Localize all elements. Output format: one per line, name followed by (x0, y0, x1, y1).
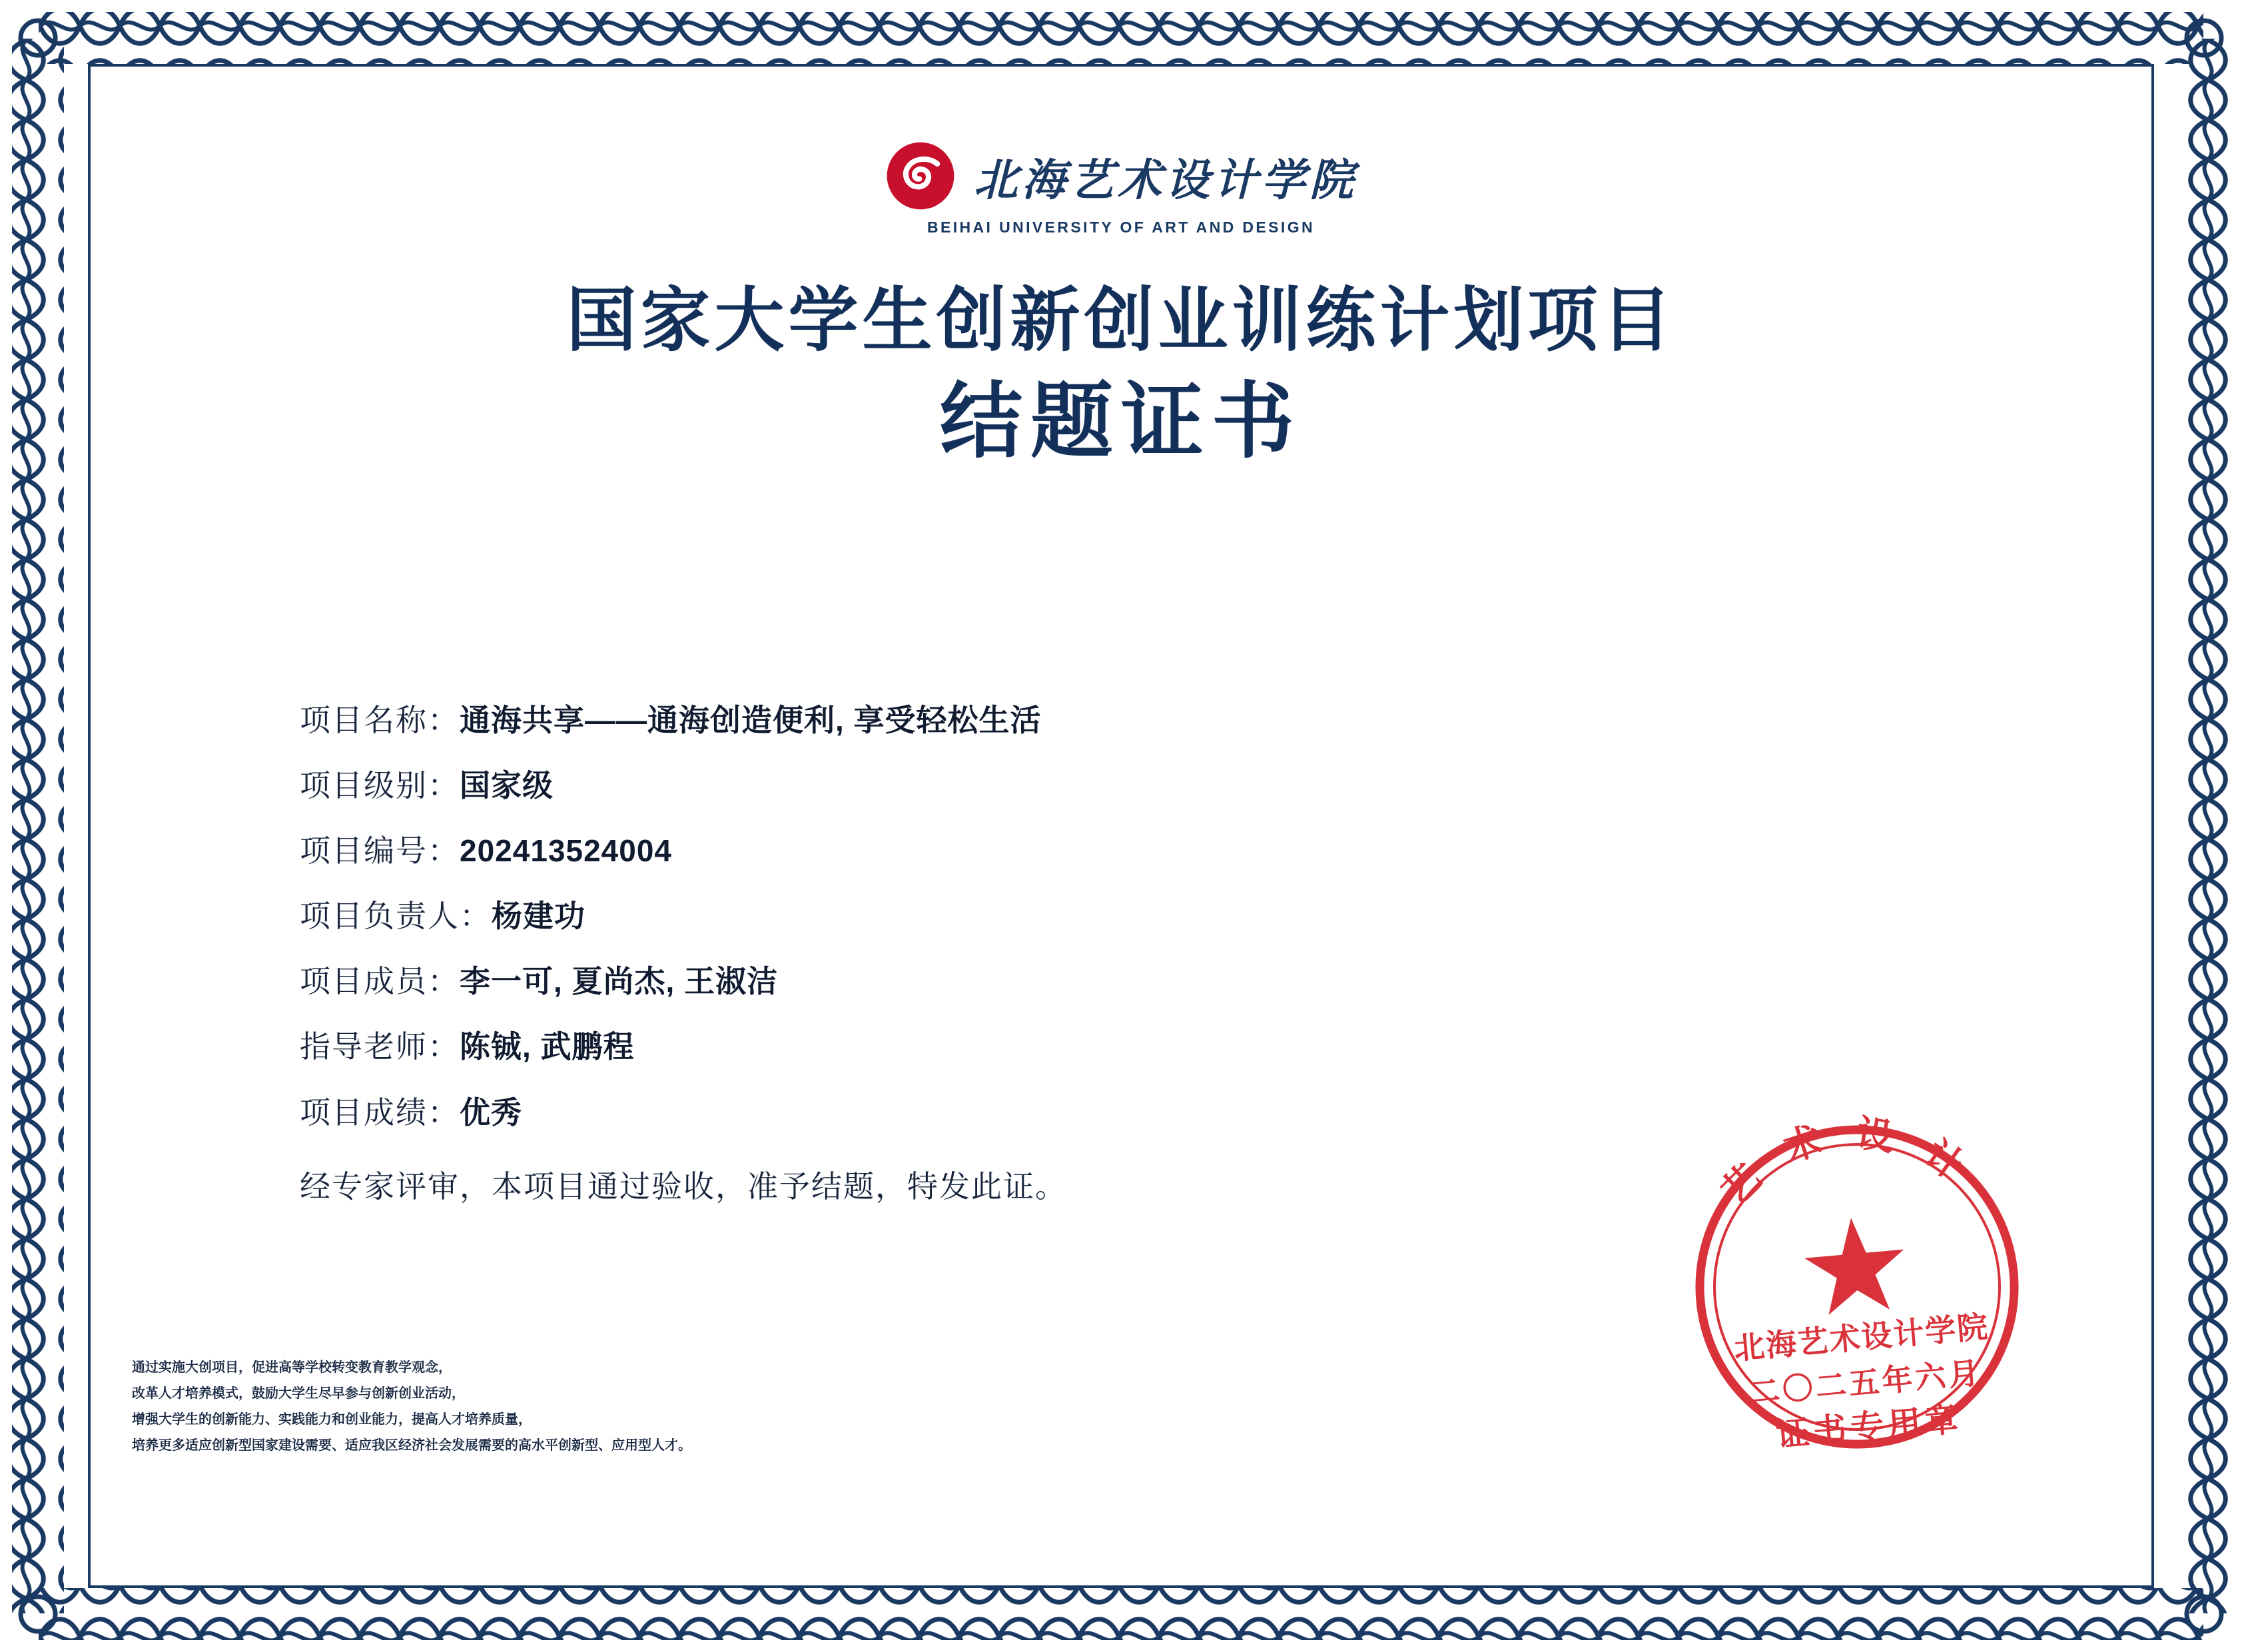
certificate-title (107, 280, 2135, 474)
field-value: 通海共享——通海创造便利, 享受轻松生活 (460, 703, 1042, 737)
seal-center-line: 北海艺术设计学院 (1732, 1310, 1991, 1366)
field-value: 杨建功 (492, 899, 585, 934)
title-line-2: 结题证书 (939, 376, 1302, 468)
field-label: 项目成绩： (300, 1094, 460, 1130)
field-value: 李一可, 夏尚杰, 王淑洁 (460, 964, 779, 999)
footnote-line-3: 增强大学生的创新能力、实践能力和创业能力，提高人才培养质量， (132, 1412, 532, 1427)
field-label: 项目负责人： (300, 899, 492, 934)
institution-name-cn: 北海艺术设计学院 (974, 156, 1357, 205)
title-line-1: 国家大学生创新创业训练计划项目 (566, 282, 1676, 360)
field-project-members (300, 961, 2002, 1002)
field-label: 项目成员： (300, 964, 460, 999)
seal-arc-text: 艺 术 设 计 (1714, 1112, 1980, 1213)
field-project-number (300, 830, 2002, 871)
seal-date-line: 二〇二五年六月 (1748, 1356, 1984, 1410)
field-project-leader (300, 895, 2002, 937)
footnote-line-2: 改革人才培养模式，鼓励大学生尽早参与创新创业活动， (132, 1386, 465, 1401)
field-label: 项目级别： (300, 768, 460, 803)
footnote-line-4: 培养更多适应创新型国家建设需要、适应我区经济社会发展需要的高水平创新型、应用型人才。 (132, 1438, 691, 1453)
footnote-line-1: 通过实施大创项目，促进高等学校转变教育教学观念， (132, 1360, 452, 1375)
institution-name-en: BEIHAI UNIVERSITY OF ART AND DESIGN (927, 218, 1315, 236)
five-point-star-icon (1801, 1214, 1909, 1317)
certificate-content (107, 80, 2135, 1572)
seal-bottom-line: 证书专用章 (1774, 1400, 1964, 1454)
official-seal (1641, 1070, 2073, 1503)
field-label: 项目名称： (300, 703, 460, 737)
field-value: 陈铖, 武鹏程 (460, 1029, 635, 1064)
field-project-name (300, 699, 2002, 741)
approval-statement: 经专家评审，本项目通过验收，准予结题，特发此证。 (300, 1168, 1067, 1204)
institution-header (107, 140, 2135, 236)
field-value: 202413524004 (460, 833, 672, 869)
field-value: 优秀 (460, 1094, 522, 1130)
svg-text:艺 术 设 计 (1709, 1103, 1982, 1216)
purpose-footnote (132, 1355, 691, 1459)
field-project-level (300, 765, 2002, 806)
field-label: 指导老师： (300, 1029, 460, 1064)
university-logo-icon (885, 140, 956, 212)
field-value: 国家级 (460, 768, 554, 803)
field-label: 项目编号： (300, 833, 460, 869)
field-advisors (300, 1026, 2002, 1067)
